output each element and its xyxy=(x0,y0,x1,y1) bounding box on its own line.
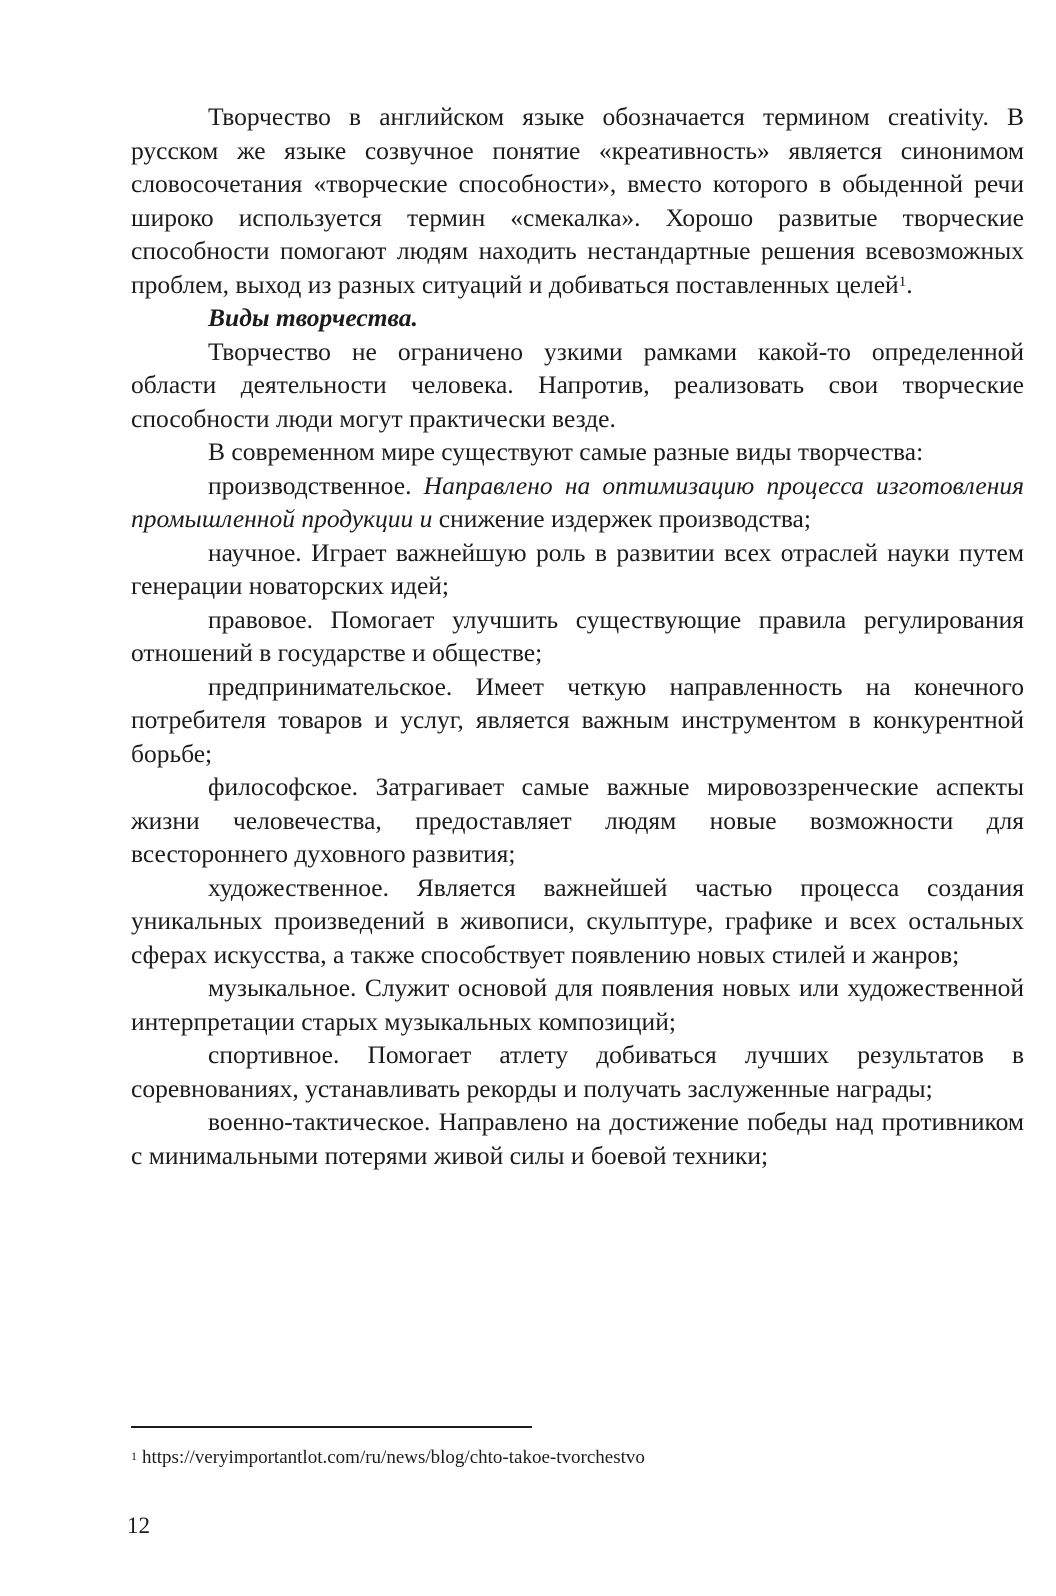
type-description: снижение издержек производства; xyxy=(432,504,811,533)
type-item-entrepreneurial xyxy=(131,670,1024,771)
type-name: предпринимательское. xyxy=(208,671,476,701)
type-item-science xyxy=(131,536,1024,603)
type-name: спортивное. xyxy=(208,1040,368,1069)
type-description: Играет важнейшую роль в развитии всех отраслей науки путем генерации новаторских идей; xyxy=(131,537,1025,600)
type-item-philosophical xyxy=(131,770,1024,871)
scope-paragraph: Творчество не ограничено узкими рамками какой-то определенной области деятельности человека. Напротив, реализовать свои творческие способности люди могут практически везде. xyxy=(131,336,1024,433)
footnote-number: 1 xyxy=(131,1449,137,1463)
type-item-sport xyxy=(131,1038,1024,1105)
footnote-link[interactable]: https://veryimportantlot.com/ru/news/blog/chto-takoe-tvorchestvo xyxy=(142,1447,645,1468)
intro-text: Творчество в английском языке обозначается термином creativity. В русском же языке созвучное понятие «креативность» является синонимом словосочетания «творческие способности», вместо которого в обыденной речи широко используется термин «смекалка». Хорошо развитые творческие способности помогают людям находить нестандартные решения всевозможных проблем, выход из разных ситуаций и добиваться поставленных целей xyxy=(131,102,1024,299)
type-item-legal xyxy=(131,603,1024,670)
type-description: Имеет четкую направленность на конечного потребителя товаров и услуг, является важным инструментом в конкурентной борьбе; xyxy=(131,671,1024,768)
type-name: правовое. xyxy=(208,604,331,634)
type-name: производственное. xyxy=(208,470,424,500)
section-heading: Виды творчества. xyxy=(208,303,418,332)
type-description: Служит основой для появления новых или художественной интерпретации старых музыкальных композиций; xyxy=(131,973,1024,1036)
type-name: музыкальное. xyxy=(208,973,365,1002)
footnote xyxy=(131,1446,645,1470)
type-name: военно-тактическое. xyxy=(208,1107,439,1136)
type-item-production xyxy=(131,469,1024,536)
type-description: Направлено на достижение победы над противником с минимальными потерями живой силы и боевой техники; xyxy=(131,1107,1025,1170)
type-name: художественное. xyxy=(208,872,417,902)
list-intro-paragraph: В современном мире существуют самые разные виды творчества: xyxy=(208,437,924,466)
type-item-musical xyxy=(131,971,1024,1038)
type-description: Является важнейшей частью процесса создания уникальных произведений в живописи, скульптуре, графике и всех остальных сферах искусства, а также способствует появлению новых стилей и жанров; xyxy=(131,872,1024,969)
intro-paragraph xyxy=(131,100,1024,301)
footnote-divider xyxy=(131,1426,532,1428)
type-description: Затрагивает самые важные мировоззренческие аспекты жизни человечества, предоставляет людям новые возможности для всестороннего духовного развития; xyxy=(131,772,1024,868)
type-name: философское. xyxy=(208,772,376,801)
type-italic-description: Направлено на оптимизацию процесса изготовления промышленной продукции и xyxy=(131,470,1024,533)
type-description: Помогает улучшить существующие правила регулирования отношений в государстве и обществе; xyxy=(131,604,1024,667)
main-text xyxy=(131,100,1024,1172)
intro-tail: . xyxy=(906,269,913,299)
type-item-military xyxy=(131,1105,1024,1172)
footnote-reference[interactable]: 1 xyxy=(898,273,907,290)
type-item-artistic xyxy=(131,871,1024,972)
type-name: научное. xyxy=(208,537,312,567)
page-number: 12 xyxy=(127,1513,150,1538)
type-description: Помогает атлету добиваться лучших результатов в соревнованиях, устанавливать рекорды и получать заслуженные награды; xyxy=(131,1040,1024,1103)
